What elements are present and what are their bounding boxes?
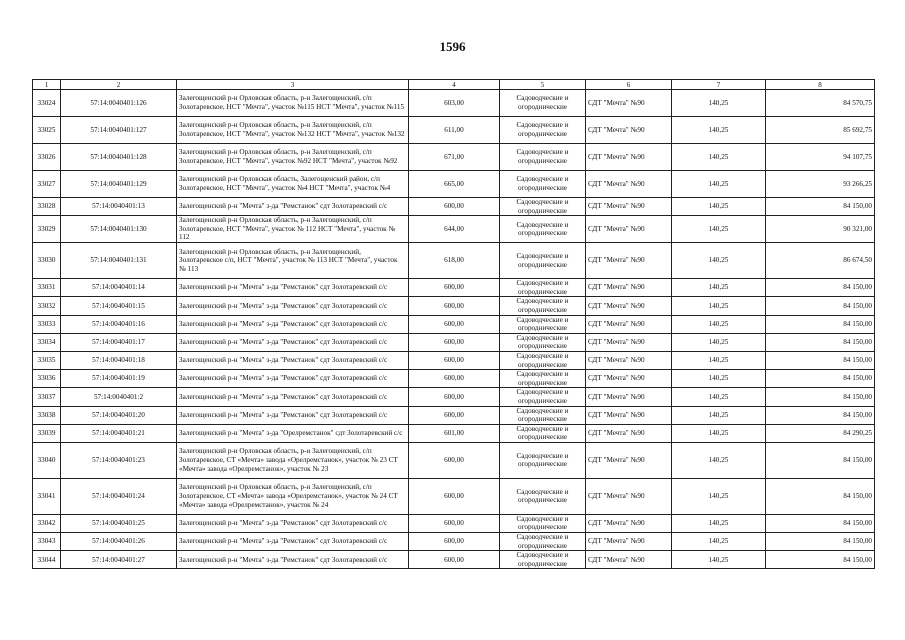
cadastral-value-cell: 84 150,00 bbox=[766, 351, 875, 369]
cadastral-number-cell: 57:14:0040401:24 bbox=[61, 478, 177, 514]
header-cell: 3 bbox=[177, 80, 409, 90]
cadastral-number-cell: 57:14:0040401:21 bbox=[61, 424, 177, 442]
cadastral-value-cell: 84 150,00 bbox=[766, 297, 875, 315]
cadastral-number-cell: 57:14:0040401:23 bbox=[61, 442, 177, 478]
header-cell: 4 bbox=[409, 80, 500, 90]
partnership-cell: СДТ "Мечта" №90 bbox=[586, 370, 672, 388]
rate-cell: 140,25 bbox=[672, 514, 766, 532]
row-number-cell: 33031 bbox=[33, 279, 61, 297]
rate-cell: 140,25 bbox=[672, 333, 766, 351]
table-row bbox=[33, 351, 875, 369]
land-use-cell: Садоводческие и огороднические bbox=[500, 315, 586, 333]
area-cell: 600,00 bbox=[409, 478, 500, 514]
area-cell: 671,00 bbox=[409, 144, 500, 171]
rate-cell: 140,25 bbox=[672, 478, 766, 514]
rate-cell: 140,25 bbox=[672, 406, 766, 424]
header-cell: 2 bbox=[61, 80, 177, 90]
cadastral-value-cell: 94 107,75 bbox=[766, 144, 875, 171]
land-use-cell: Садоводческие и огороднические bbox=[500, 90, 586, 117]
row-number-cell: 33036 bbox=[33, 370, 61, 388]
rate-cell: 140,25 bbox=[672, 388, 766, 406]
table-row bbox=[33, 442, 875, 478]
cadastral-value-cell: 84 150,00 bbox=[766, 315, 875, 333]
cadastral-value-cell: 84 150,00 bbox=[766, 370, 875, 388]
area-cell: 600,00 bbox=[409, 351, 500, 369]
row-number-cell: 33041 bbox=[33, 478, 61, 514]
address-cell: Залегощенский р-н Орловская область, р-н Залегощенский, с/п Золотаревское, СТ «Мечта» завода «Орелремстанок», участок № 23 СТ «Мечта» завода «Орелремстанок», участок № 23 bbox=[177, 442, 409, 478]
table-row bbox=[33, 117, 875, 144]
cadastral-number-cell: 57:14:0040401:131 bbox=[61, 243, 177, 279]
header-cell: 1 bbox=[33, 80, 61, 90]
land-use-cell: Садоводческие и огороднические bbox=[500, 551, 586, 569]
table-row bbox=[33, 315, 875, 333]
cadastral-number-cell: 57:14:0040401:14 bbox=[61, 279, 177, 297]
partnership-cell: СДТ "Мечта" №90 bbox=[586, 315, 672, 333]
header-cell: 7 bbox=[672, 80, 766, 90]
area-cell: 611,00 bbox=[409, 117, 500, 144]
land-registry-table bbox=[32, 79, 875, 569]
table-row bbox=[33, 551, 875, 569]
land-use-cell: Садоводческие и огороднические bbox=[500, 279, 586, 297]
area-cell: 603,00 bbox=[409, 90, 500, 117]
area-cell: 600,00 bbox=[409, 533, 500, 551]
rate-cell: 140,25 bbox=[672, 442, 766, 478]
cadastral-number-cell: 57:14:0040401:15 bbox=[61, 297, 177, 315]
land-use-cell: Садоводческие и огороднические bbox=[500, 117, 586, 144]
cadastral-number-cell: 57:14:0040401:126 bbox=[61, 90, 177, 117]
cadastral-value-cell: 84 150,00 bbox=[766, 198, 875, 216]
address-cell: Залегощенский р-н "Мечта" з-да "Ремстанок" сдт Золотаревский с/с bbox=[177, 551, 409, 569]
area-cell: 601,00 bbox=[409, 424, 500, 442]
cadastral-value-cell: 84 150,00 bbox=[766, 279, 875, 297]
row-number-cell: 33034 bbox=[33, 333, 61, 351]
row-number-cell: 33032 bbox=[33, 297, 61, 315]
cadastral-number-cell: 57:14:0040401:13 bbox=[61, 198, 177, 216]
table-body bbox=[33, 90, 875, 569]
table-row bbox=[33, 533, 875, 551]
land-use-cell: Садоводческие и огороднические bbox=[500, 370, 586, 388]
address-cell: Залегощенский р-н Орловская область, р-н Залегощенский, Золотаревское с/п, НСТ "Мечта", участок № 113 НСТ "Мечта", участок № 113 bbox=[177, 243, 409, 279]
row-number-cell: 33035 bbox=[33, 351, 61, 369]
partnership-cell: СДТ "Мечта" №90 bbox=[586, 144, 672, 171]
table-row bbox=[33, 406, 875, 424]
row-number-cell: 33025 bbox=[33, 117, 61, 144]
land-use-cell: Садоводческие и огороднические bbox=[500, 351, 586, 369]
table-row bbox=[33, 514, 875, 532]
land-use-cell: Садоводческие и огороднические bbox=[500, 297, 586, 315]
area-cell: 600,00 bbox=[409, 297, 500, 315]
table-row bbox=[33, 370, 875, 388]
partnership-cell: СДТ "Мечта" №90 bbox=[586, 351, 672, 369]
cadastral-number-cell: 57:14:0040401:18 bbox=[61, 351, 177, 369]
partnership-cell: СДТ "Мечта" №90 bbox=[586, 243, 672, 279]
land-use-cell: Садоводческие и огороднические bbox=[500, 406, 586, 424]
area-cell: 644,00 bbox=[409, 216, 500, 243]
page-number: 1596 bbox=[439, 39, 466, 54]
partnership-cell: СДТ "Мечта" №90 bbox=[586, 388, 672, 406]
table-row bbox=[33, 216, 875, 243]
land-use-cell: Садоводческие и огороднические bbox=[500, 171, 586, 198]
row-number-cell: 33038 bbox=[33, 406, 61, 424]
address-cell: Залегощенский р-н "Мечта" з-да "Ремстанок" сдт Золотаревский с/с bbox=[177, 279, 409, 297]
partnership-cell: СДТ "Мечта" №90 bbox=[586, 117, 672, 144]
table-row bbox=[33, 478, 875, 514]
area-cell: 600,00 bbox=[409, 279, 500, 297]
address-cell: Залегощенский р-н "Мечта" з-да "Ремстанок" сдт Золотаревский с/с bbox=[177, 370, 409, 388]
rate-cell: 140,25 bbox=[672, 90, 766, 117]
row-number-cell: 33029 bbox=[33, 216, 61, 243]
address-cell: Залегощенский р-н "Мечта" з-да "Ремстанок" сдт Золотаревский с/с bbox=[177, 351, 409, 369]
address-cell: Залегощенский р-н "Мечта" з-да "Орелремстанок" сдт Золотаревский с/с bbox=[177, 424, 409, 442]
cadastral-value-cell: 85 692,75 bbox=[766, 117, 875, 144]
row-number-cell: 33040 bbox=[33, 442, 61, 478]
area-cell: 665,00 bbox=[409, 171, 500, 198]
cadastral-value-cell: 86 674,50 bbox=[766, 243, 875, 279]
table-row bbox=[33, 297, 875, 315]
address-cell: Залегощенский р-н Орловская область, р-н Залегощенский, с/п Золотаревское, НСТ "Мечта", участок №115 НСТ "Мечта", участок №115 bbox=[177, 90, 409, 117]
cadastral-value-cell: 84 150,00 bbox=[766, 514, 875, 532]
land-use-cell: Садоводческие и огороднические bbox=[500, 478, 586, 514]
cadastral-value-cell: 84 570,75 bbox=[766, 90, 875, 117]
area-cell: 600,00 bbox=[409, 551, 500, 569]
land-use-cell: Садоводческие и огороднические bbox=[500, 424, 586, 442]
table-row bbox=[33, 198, 875, 216]
row-number-cell: 33024 bbox=[33, 90, 61, 117]
land-use-cell: Садоводческие и огороднические bbox=[500, 243, 586, 279]
partnership-cell: СДТ "Мечта" №90 bbox=[586, 533, 672, 551]
cadastral-value-cell: 84 150,00 bbox=[766, 533, 875, 551]
address-cell: Залегощенский р-н "Мечта" з-да "Ремстанок" сдт Золотаревский с/с bbox=[177, 198, 409, 216]
cadastral-value-cell: 84 150,00 bbox=[766, 442, 875, 478]
row-number-cell: 33042 bbox=[33, 514, 61, 532]
area-cell: 600,00 bbox=[409, 333, 500, 351]
land-use-cell: Садоводческие и огороднические bbox=[500, 388, 586, 406]
rate-cell: 140,25 bbox=[672, 424, 766, 442]
table-row bbox=[33, 424, 875, 442]
land-use-cell: Садоводческие и огороднические bbox=[500, 198, 586, 216]
table-row bbox=[33, 144, 875, 171]
address-cell: Залегощенский р-н "Мечта" з-да "Ремстанок" сдт Золотаревский с/с bbox=[177, 388, 409, 406]
header-cell: 5 bbox=[500, 80, 586, 90]
address-cell: Залегощенский р-н "Мечта" з-да "Ремстанок" сдт Золотаревский с/с bbox=[177, 406, 409, 424]
address-cell: Залегощенский р-н "Мечта" з-да "Ремстанок" сдт Золотаревский с/с bbox=[177, 333, 409, 351]
rate-cell: 140,25 bbox=[672, 243, 766, 279]
area-cell: 600,00 bbox=[409, 315, 500, 333]
address-cell: Залегощенский р-н Орловская область, Залегощенский район, с/п Золотаревское, НСТ "Мечта", участок №4 НСТ "Мечта", участок №4 bbox=[177, 171, 409, 198]
cadastral-number-cell: 57:14:0040401:16 bbox=[61, 315, 177, 333]
partnership-cell: СДТ "Мечта" №90 bbox=[586, 297, 672, 315]
address-cell: Залегощенский р-н Орловская область, р-н Залегощенский, с/п Золотаревское, НСТ "Мечта", участок №92 НСТ "Мечта", участок №92 bbox=[177, 144, 409, 171]
cadastral-value-cell: 84 150,00 bbox=[766, 333, 875, 351]
address-cell: Залегощенский р-н "Мечта" з-да "Ремстанок" сдт Золотаревский с/с bbox=[177, 533, 409, 551]
area-cell: 600,00 bbox=[409, 442, 500, 478]
rate-cell: 140,25 bbox=[672, 117, 766, 144]
partnership-cell: СДТ "Мечта" №90 bbox=[586, 90, 672, 117]
header-row bbox=[33, 80, 875, 90]
partnership-cell: СДТ "Мечта" №90 bbox=[586, 279, 672, 297]
rate-cell: 140,25 bbox=[672, 216, 766, 243]
partnership-cell: СДТ "Мечта" №90 bbox=[586, 478, 672, 514]
row-number-cell: 33030 bbox=[33, 243, 61, 279]
rate-cell: 140,25 bbox=[672, 315, 766, 333]
land-use-cell: Садоводческие и огороднические bbox=[500, 533, 586, 551]
partnership-cell: СДТ "Мечта" №90 bbox=[586, 333, 672, 351]
table-row bbox=[33, 279, 875, 297]
table-row bbox=[33, 90, 875, 117]
cadastral-value-cell: 84 150,00 bbox=[766, 406, 875, 424]
address-cell: Залегощенский р-н Орловская область, р-н Залегощенский, с/п Золотаревское, СТ «Мечта» завода «Орелремстанок», участок № 24 СТ «Мечта» завода «Орелремстанок», участок № 24 bbox=[177, 478, 409, 514]
rate-cell: 140,25 bbox=[672, 171, 766, 198]
land-use-cell: Садоводческие и огороднические bbox=[500, 442, 586, 478]
cadastral-number-cell: 57:14:0040401:129 bbox=[61, 171, 177, 198]
cadastral-number-cell: 57:14:0040401:127 bbox=[61, 117, 177, 144]
cadastral-number-cell: 57:14:0040401:26 bbox=[61, 533, 177, 551]
rate-cell: 140,25 bbox=[672, 551, 766, 569]
partnership-cell: СДТ "Мечта" №90 bbox=[586, 216, 672, 243]
partnership-cell: СДТ "Мечта" №90 bbox=[586, 551, 672, 569]
address-cell: Залегощенский р-н "Мечта" з-да "Ремстанок" сдт Золотаревский с/с bbox=[177, 297, 409, 315]
cadastral-value-cell: 84 150,00 bbox=[766, 551, 875, 569]
partnership-cell: СДТ "Мечта" №90 bbox=[586, 514, 672, 532]
address-cell: Залегощенский р-н "Мечта" з-да "Ремстанок" сдт Золотаревский с/с bbox=[177, 315, 409, 333]
cadastral-number-cell: 57:14:0040401:20 bbox=[61, 406, 177, 424]
table-row bbox=[33, 388, 875, 406]
cadastral-value-cell: 93 266,25 bbox=[766, 171, 875, 198]
row-number-cell: 33026 bbox=[33, 144, 61, 171]
row-number-cell: 33033 bbox=[33, 315, 61, 333]
partnership-cell: СДТ "Мечта" №90 bbox=[586, 406, 672, 424]
cadastral-number-cell: 57:14:0040401:130 bbox=[61, 216, 177, 243]
table-row bbox=[33, 333, 875, 351]
table-row bbox=[33, 171, 875, 198]
cadastral-value-cell: 84 150,00 bbox=[766, 478, 875, 514]
row-number-cell: 33043 bbox=[33, 533, 61, 551]
address-cell: Залегощенский р-н "Мечта" з-да "Ремстанок" сдт Золотаревский с/с bbox=[177, 514, 409, 532]
cadastral-value-cell: 90 321,00 bbox=[766, 216, 875, 243]
area-cell: 600,00 bbox=[409, 370, 500, 388]
area-cell: 600,00 bbox=[409, 198, 500, 216]
table-row bbox=[33, 243, 875, 279]
cadastral-number-cell: 57:14:0040401:128 bbox=[61, 144, 177, 171]
partnership-cell: СДТ "Мечта" №90 bbox=[586, 171, 672, 198]
rate-cell: 140,25 bbox=[672, 198, 766, 216]
row-number-cell: 33027 bbox=[33, 171, 61, 198]
land-use-cell: Садоводческие и огороднические bbox=[500, 514, 586, 532]
land-use-cell: Садоводческие и огороднические bbox=[500, 333, 586, 351]
rate-cell: 140,25 bbox=[672, 351, 766, 369]
cadastral-value-cell: 84 290,25 bbox=[766, 424, 875, 442]
row-number-cell: 33037 bbox=[33, 388, 61, 406]
address-cell: Залегощенский р-н Орловская область, р-н Залегощенский, с/п Золотаревское, НСТ "Мечта", участок № 112 НСТ "Мечта", участок № 112 bbox=[177, 216, 409, 243]
rate-cell: 140,25 bbox=[672, 370, 766, 388]
area-cell: 600,00 bbox=[409, 406, 500, 424]
header-cell: 8 bbox=[766, 80, 875, 90]
row-number-cell: 33044 bbox=[33, 551, 61, 569]
cadastral-number-cell: 57:14:0040401:2 bbox=[61, 388, 177, 406]
partnership-cell: СДТ "Мечта" №90 bbox=[586, 198, 672, 216]
address-cell: Залегощенский р-н Орловская область, р-н Залегощенский, с/п Золотаревское, НСТ "Мечта", участок №132 НСТ "Мечта", участок №132 bbox=[177, 117, 409, 144]
area-cell: 600,00 bbox=[409, 388, 500, 406]
row-number-cell: 33039 bbox=[33, 424, 61, 442]
land-use-cell: Садоводческие и огороднические bbox=[500, 144, 586, 171]
partnership-cell: СДТ "Мечта" №90 bbox=[586, 424, 672, 442]
cadastral-value-cell: 84 150,00 bbox=[766, 388, 875, 406]
cadastral-number-cell: 57:14:0040401:25 bbox=[61, 514, 177, 532]
rate-cell: 140,25 bbox=[672, 144, 766, 171]
cadastral-number-cell: 57:14:0040401:17 bbox=[61, 333, 177, 351]
rate-cell: 140,25 bbox=[672, 279, 766, 297]
cadastral-number-cell: 57:14:0040401:27 bbox=[61, 551, 177, 569]
partnership-cell: СДТ "Мечта" №90 bbox=[586, 442, 672, 478]
area-cell: 618,00 bbox=[409, 243, 500, 279]
rate-cell: 140,25 bbox=[672, 297, 766, 315]
area-cell: 600,00 bbox=[409, 514, 500, 532]
rate-cell: 140,25 bbox=[672, 533, 766, 551]
row-number-cell: 33028 bbox=[33, 198, 61, 216]
land-use-cell: Садоводческие и огороднические bbox=[500, 216, 586, 243]
cadastral-number-cell: 57:14:0040401:19 bbox=[61, 370, 177, 388]
header-cell: 6 bbox=[586, 80, 672, 90]
